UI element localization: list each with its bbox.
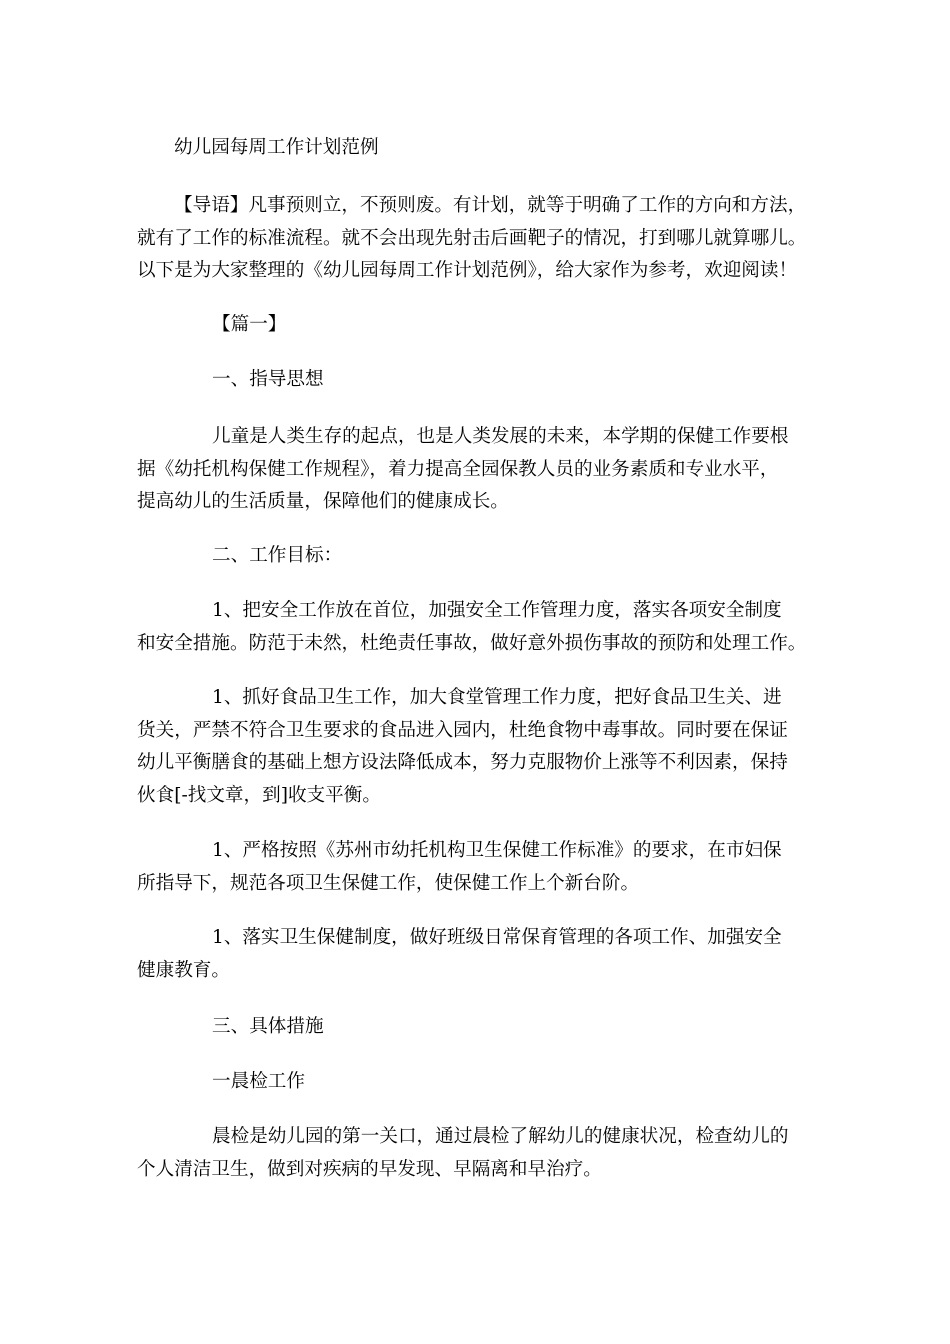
text-line: 以下是为大家整理的《幼儿园每周工作计划范例》，给大家作为参考，欢迎阅读！ — [137, 260, 798, 281]
text-line: 货关，严禁不符合卫生要求的食品进入园内，杜绝食物中毒事故。同时要在保证 — [137, 719, 788, 741]
goal-item-2 — [137, 682, 788, 812]
text-line: 一晨检工作 — [212, 1071, 305, 1092]
text-line: 1、抓好食品卫生工作，加大食堂管理工作力度，把好食品卫生关、进 — [212, 687, 782, 708]
text-line: 一、指导思想 — [212, 369, 324, 390]
text-line: 幼儿平衡膳食的基础上想方设法降低成本，努力克服物价上涨等不利因素，保持 — [137, 752, 788, 773]
section-heading-2 — [212, 540, 342, 573]
text-line: 三、具体措施 — [212, 1016, 324, 1037]
text-line: 健康教育。 — [137, 959, 230, 981]
text-line: 所指导下，规范各项卫生保健工作，使保健工作上个新台阶。 — [137, 872, 640, 894]
text-line: 1、把安全工作放在首位，加强安全工作管理力度，落实各项安全制度 — [212, 600, 782, 621]
text-line: 个人清洁卫生，做到对疾病的早发现、早隔离和早治疗。 — [137, 1158, 602, 1180]
subheading-morning-check — [212, 1066, 305, 1099]
part-heading — [212, 309, 286, 342]
text-line: 1、严格按照《苏州市幼托机构卫生保健工作标准》的要求，在市妇保 — [212, 840, 782, 861]
section-heading-3 — [212, 1011, 324, 1044]
document-title — [174, 132, 379, 165]
paragraph-morning-check — [137, 1121, 788, 1186]
section-heading-1 — [212, 364, 324, 397]
text-line: 据《幼托机构保健工作规程》，着力提高全园保教人员的业务素质和专业水平， — [137, 458, 779, 480]
text-line: 伙食[-找文章，到]收支平衡。 — [137, 784, 381, 806]
text-line: 儿童是人类生存的起点，也是人类发展的未来，本学期的保健工作要根 — [212, 426, 789, 447]
goal-item-4 — [137, 922, 782, 987]
text-line: 【篇一】 — [212, 314, 287, 335]
intro-paragraph — [137, 190, 806, 288]
text-line: 和安全措施。防范于未然，杜绝责任事故，做好意外损伤事故的预防和处理工作。 — [137, 632, 807, 654]
goal-item-1 — [137, 595, 806, 660]
paragraph-guiding-ideology — [137, 421, 788, 519]
text-line: 1、落实卫生保健制度，做好班级日常保育管理的各项工作、加强安全 — [212, 927, 782, 948]
text-line: 【导语】凡事预则立，不预则废。有计划，就等于明确了工作的方向和方法， — [174, 195, 807, 216]
goal-item-3 — [137, 835, 782, 900]
text-line: 就有了工作的标准流程。就不会出现先射击后画靶子的情况，打到哪儿就算哪儿。 — [137, 227, 807, 249]
text-line: 晨检是幼儿园的第一关口，通过晨检了解幼儿的健康状况，检查幼儿的 — [212, 1126, 789, 1147]
text-line: 提高幼儿的生活质量，保障他们的健康成长。 — [137, 491, 509, 512]
text-line: 幼儿园每周工作计划范例 — [174, 137, 379, 158]
text-line: 二、工作目标： — [212, 545, 343, 566]
